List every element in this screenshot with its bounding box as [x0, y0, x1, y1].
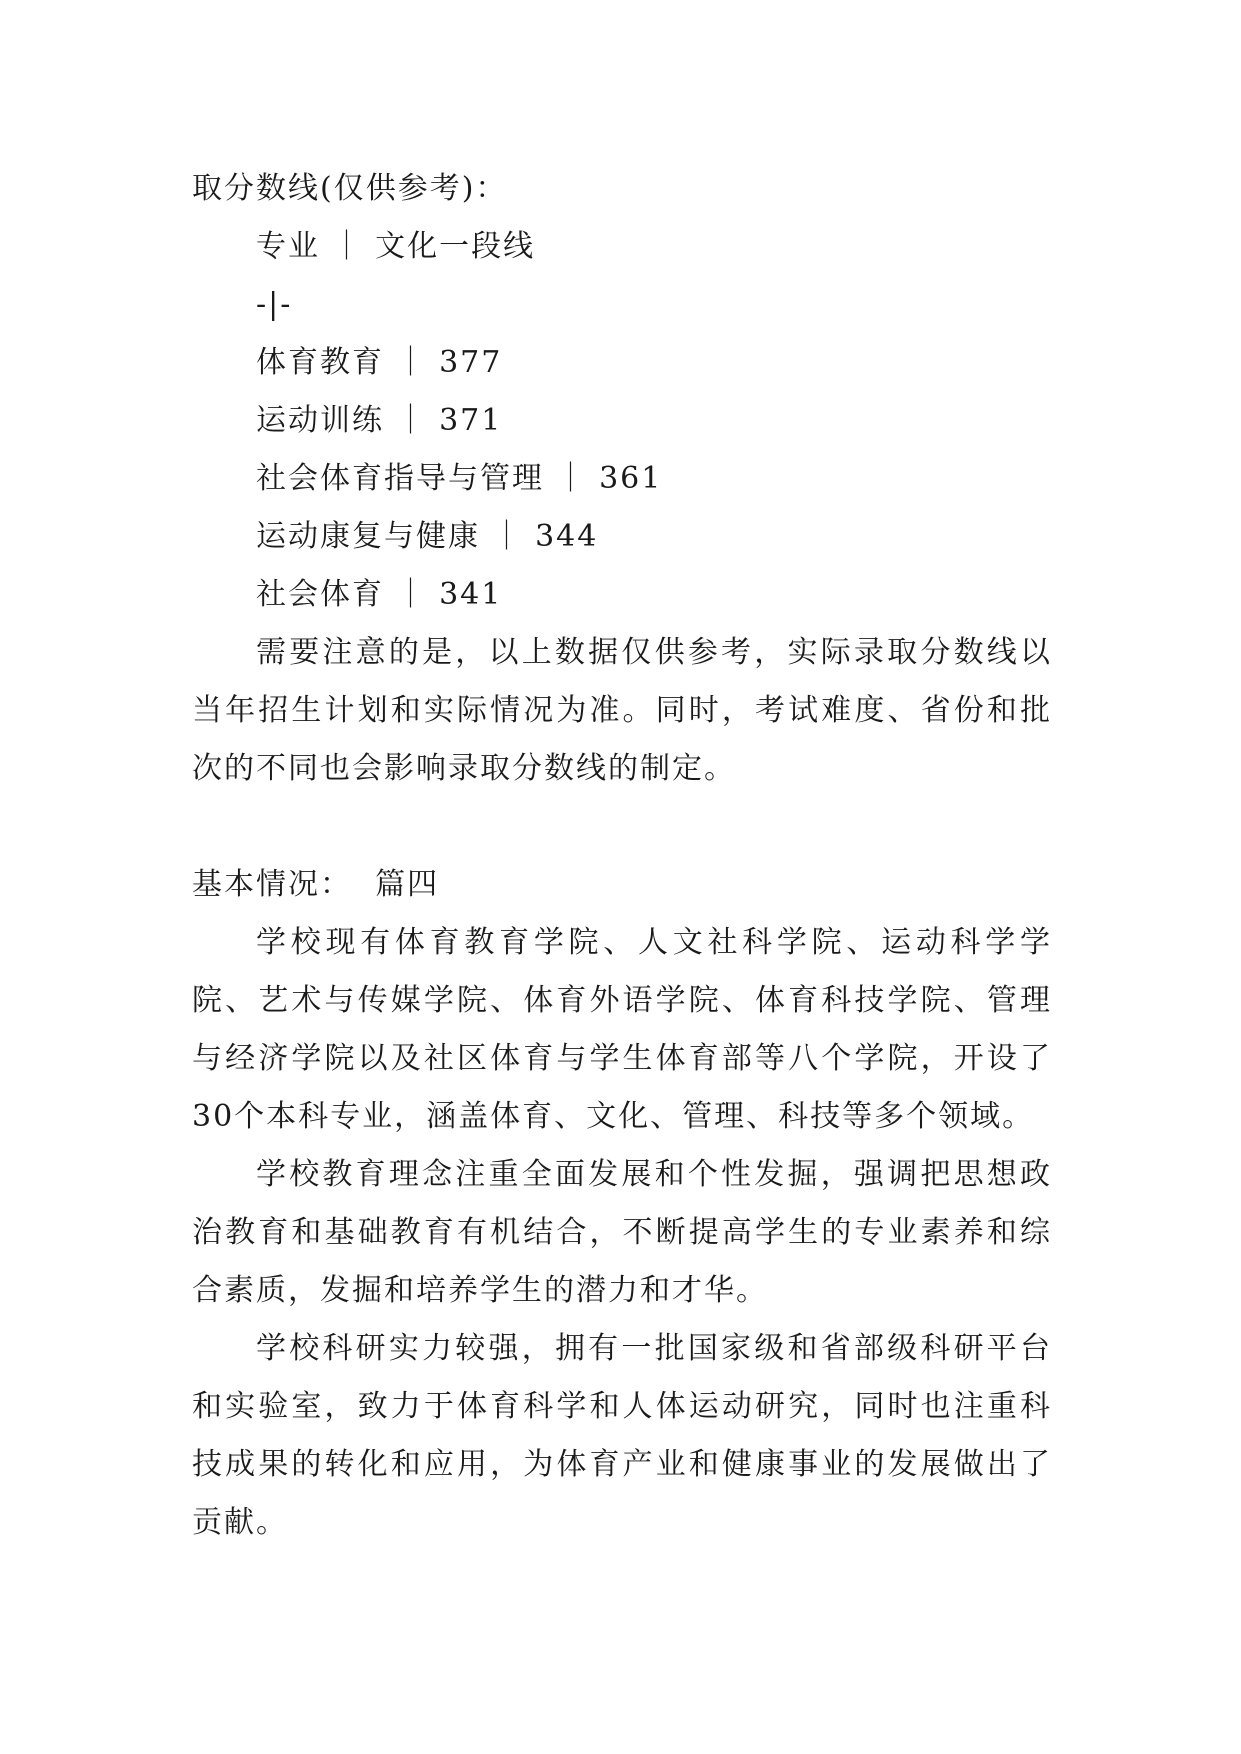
score-table-header: 专业 ｜ 文化一段线: [256, 229, 536, 264]
score-table-separator: -|-: [256, 287, 293, 322]
score-table-row: 体育教育 ｜ 377: [256, 345, 503, 380]
score-line-heading: 取分数线(仅供参考)：: [192, 171, 508, 206]
body-paragraph-colleges: 学校现有体育教育学院、人文社科学院、运动科学学院、艺术与传媒学院、体育外语学院、体育科技学院、管理与经济学院以及社区体育与学生体育部等八个学院，开设了30个本科专业，涵盖体育、文化、管理、科技等多个领域。: [192, 925, 1052, 1134]
score-table-row: 运动康复与健康 ｜ 344: [256, 519, 599, 554]
score-table: [192, 218, 1052, 624]
score-table-row: 社会体育 ｜ 341: [256, 577, 503, 612]
basic-info-heading: 基本情况： 篇四: [192, 867, 440, 902]
score-table-row: 社会体育指导与管理 ｜ 361: [256, 461, 663, 496]
body-paragraph-research: 学校科研实力较强，拥有一批国家级和省部级科研平台和实验室，致力于体育科学和人体运动研究，同时也注重科技成果的转化和应用，为体育产业和健康事业的发展做出了贡献。: [192, 1331, 1052, 1540]
score-note-paragraph: 需要注意的是，以上数据仅供参考，实际录取分数线以当年招生计划和实际情况为准。同时，考试难度、省份和批次的不同也会影响录取分数线的制定。: [192, 635, 1052, 786]
document-page: [192, 160, 1052, 1552]
score-table-row: 运动训练 ｜ 371: [256, 403, 503, 438]
section-spacer: [192, 798, 1052, 856]
body-paragraph-philosophy: 学校教育理念注重全面发展和个性发掘，强调把思想政治教育和基础教育有机结合，不断提高学生的专业素养和综合素质，发掘和培养学生的潜力和才华。: [192, 1157, 1052, 1308]
